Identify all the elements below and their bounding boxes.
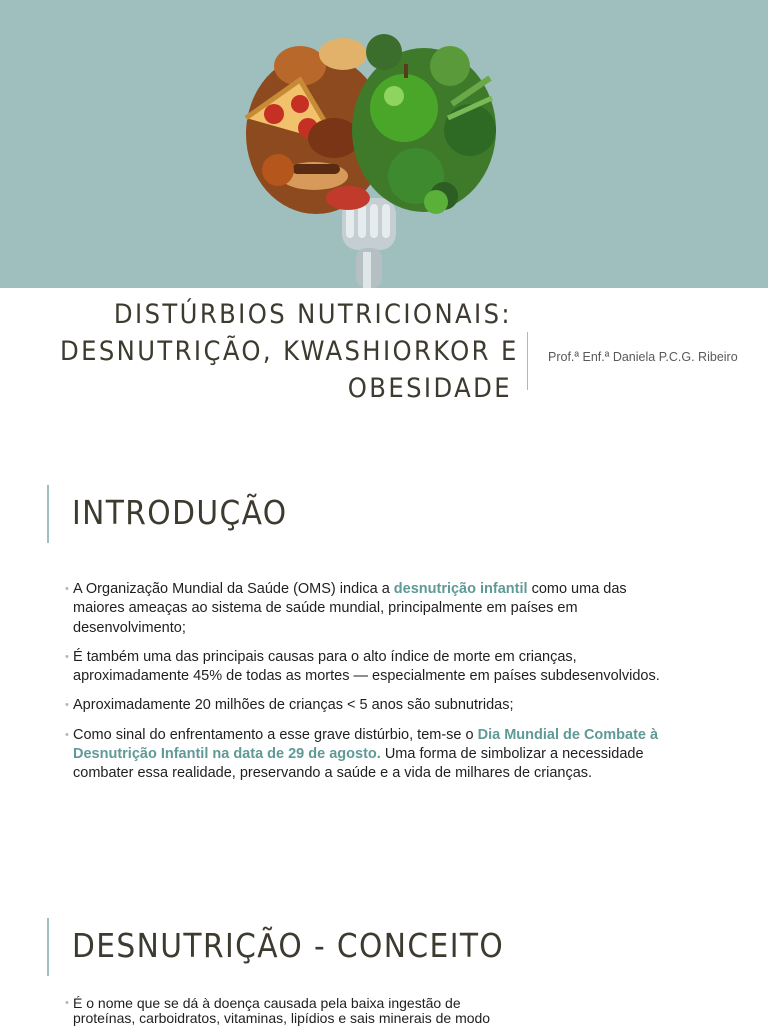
bullet-item: • É o nome que se dá à doença causada pela baixa ingestão de proteínas, carboidratos, vitaminas, lipídios e sais minerais de modo xyxy=(65,995,491,1026)
author-name: Prof.ª Enf.ª Daniela P.C.G. Ribeiro xyxy=(548,350,738,364)
highlight-text: Dia Mundial de Combate à Desnutrição Infantil na data de 29 de agosto. xyxy=(73,726,659,763)
title-slide-banner xyxy=(0,0,768,288)
section-accent-bar xyxy=(47,485,49,543)
title-line-1: DISTÚRBIOS NUTRICIONAIS: xyxy=(113,299,512,330)
highlight-text: desnutrição infantil xyxy=(393,581,528,597)
bullet-marker: • xyxy=(65,997,69,1009)
conceito-bullet-list xyxy=(65,996,675,1036)
bullet-marker: • xyxy=(65,728,69,741)
section-accent-bar xyxy=(47,918,49,976)
bullet-item: • Aproximadamente 20 milhões de crianças < 5 anos são subnutridas; xyxy=(65,696,675,715)
section-heading-desnutricao-conceito: DESNUTRIÇÃO - CONCEITO xyxy=(72,926,505,965)
bullet-marker: • xyxy=(65,650,69,663)
bullet-marker: • xyxy=(65,699,69,712)
title-line-2: DESNUTRIÇÃO, KWASHIORKOR E xyxy=(60,336,519,367)
bullet-item: • Como sinal do enfrentamento a esse grave distúrbio, tem-se o Dia Mundial de Combate à Desnutrição Infantil na data de 29 de agosto. Uma forma de simbolizar a necessidade combater essa realidade, preservando a saúde e a vida de milhares de crianças. xyxy=(65,726,659,782)
bullet-item: • A Organização Mundial da Saúde (OMS) indica a desnutrição infantil como uma das maiores ameaças ao sistema de saúde mundial, principalmente em países em desenvolvimento; xyxy=(65,581,627,636)
food-on-fork-image xyxy=(238,26,502,288)
introducao-bullet-list xyxy=(65,580,675,794)
section-heading-introducao: INTRODUÇÃO xyxy=(72,493,288,532)
bullet-marker: • xyxy=(65,583,69,595)
title-line-3: OBESIDADE xyxy=(347,373,512,404)
bullet-item: • É também uma das principais causas para o alto índice de morte em crianças, aproximadamente 45% de todas as mortes — especialmente em países subdesenvolvidos. xyxy=(65,648,660,685)
title-divider xyxy=(527,332,528,390)
presentation-title xyxy=(60,296,519,407)
